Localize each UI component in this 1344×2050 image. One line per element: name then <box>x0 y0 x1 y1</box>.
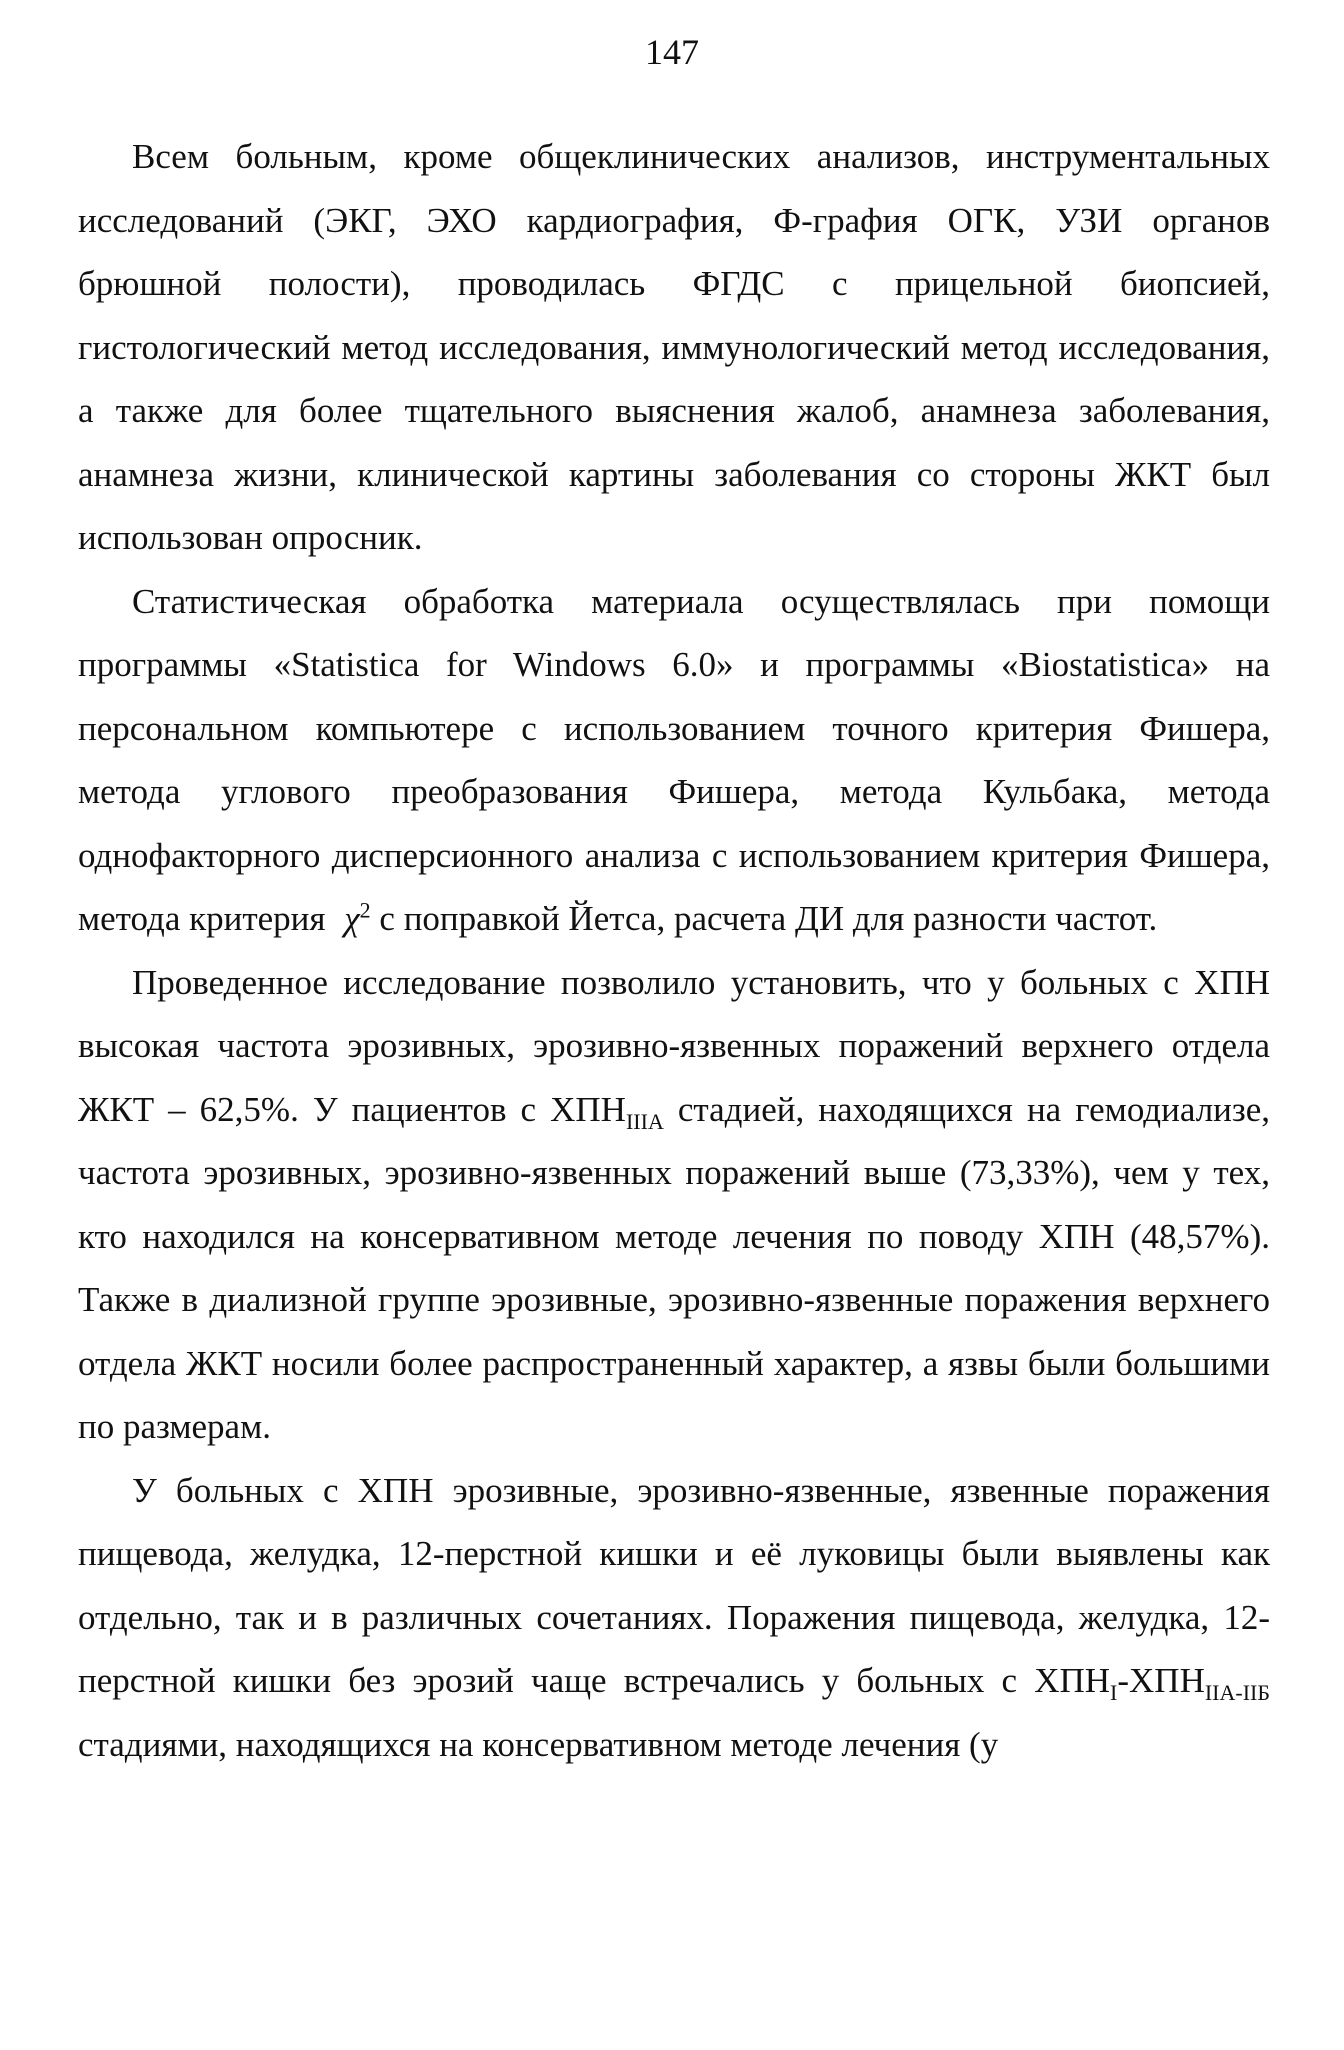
paragraph-statistics-text-before: Статистическая обработка материала осуществлялась при помощи программы «Statistica for Windows 6.0» и программы «Biostatistica» на персональном компьютере с использованием точного критерия Фишера, метода углового преобразования Фишера, метода Кульбака, метода однофакторного дисперсионного анализа с использованием критерия Фишера, метода критерия <box>78 581 1270 938</box>
paragraph-results-text-1: Проведенное исследование позволило установить, что у больных с ХПН высокая частота эрозивных, эрозивно-язвенных поражений верхнего отдела ЖКТ – 62,5%. У пациентов с ХПН <box>78 962 1270 1129</box>
paragraph-lesions-text-2: -ХПН <box>1117 1661 1205 1700</box>
stage-subscript-iiia: IIIA <box>625 1108 664 1134</box>
paragraph-lesions-text-3: стадиями, находящихся на консервативном методе лечения (у <box>78 1724 999 1764</box>
paragraph-lesions <box>78 1459 1270 1777</box>
paragraph-statistics-text-after: с поправкой Йетса, расчета ДИ для разности частот. <box>379 899 1158 938</box>
stage-subscript-i: I <box>1110 1680 1118 1705</box>
paragraph-results <box>78 951 1270 1459</box>
paragraph-methods <box>78 125 1270 570</box>
chi-superscript: 2 <box>359 897 371 923</box>
document-body <box>78 125 1270 1776</box>
paragraph-statistics <box>78 570 1270 951</box>
page-number: 147 <box>645 32 699 72</box>
stage-subscript-iia-iib: IIA-IIБ <box>1204 1680 1270 1705</box>
paragraph-methods-text: Всем больным, кроме общеклинических анализов, инструментальных исследований (ЭКГ, ЭХО кардиография, Ф-графия ОГК, УЗИ органов брюшной полости), проводилась ФГДС с прицельной биопсией, гистологический метод исследования, иммунологический метод исследования, а также для более тщательного выяснения жалоб, анамнеза заболевания, анамнеза жизни, клинической картины заболевания со стороны ЖКТ был использован опросник. <box>78 137 1270 557</box>
paragraph-results-text-2: стадией, находящихся на гемодиализе, частота эрозивных, эрозивно-язвенных поражений выше (73,33%), чем у тех, кто находился на консервативном методе лечения по поводу ХПН (48,57%). Также в диализной группе эрозивные, эрозивно-язвенные поражения верхнего отдела ЖКТ носили более распространенный характер, а язвы были большими по размерам. <box>78 1089 1270 1446</box>
chi-symbol: χ <box>344 899 360 938</box>
paragraph-lesions-text-1: У больных с ХПН эрозивные, эрозивно-язвенные, язвенные поражения пищевода, желудка, 12-перстной кишки и её луковицы были выявлены как отдельно, так и в различных сочетаниях. Поражения пищевода, желудка, 12-перстной кишки без эрозий чаще встречались у больных с ХПН <box>78 1470 1270 1700</box>
